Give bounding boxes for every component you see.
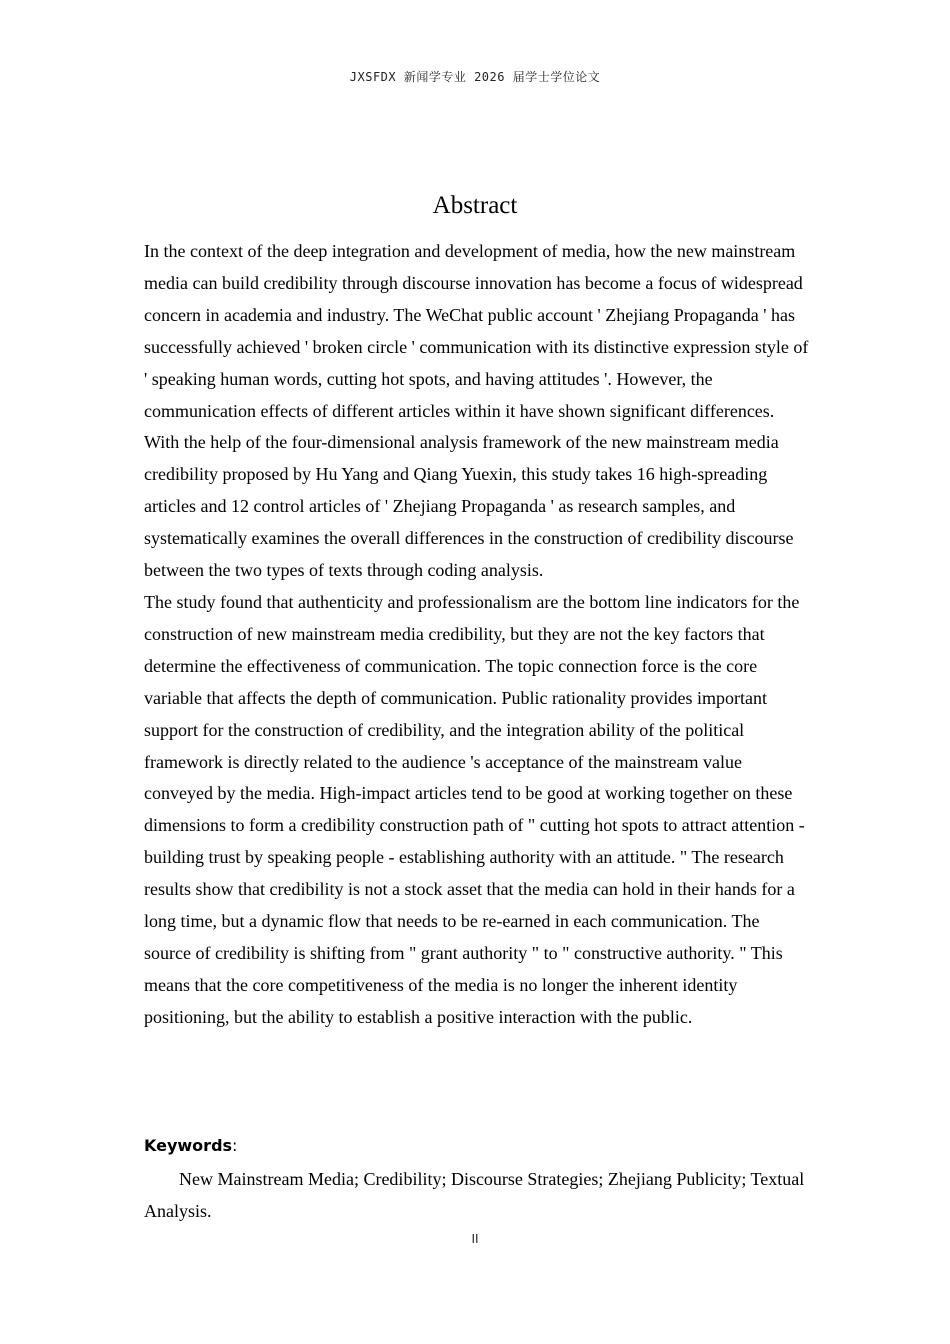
abstract-title: Abstract	[432, 192, 518, 219]
abstract-paragraph: In the context of the deep integration and development of media, how the new mainstream media can build credibility through discourse innovation has become a focus of widespread concern in academia and industry. The WeChat public account ' Zhejiang Propaganda ' has successfully achieved ' broken circle ' communication with its distinctive expression style of ' speaking human words, cutting hot spots, and having attitudes '. However, the communication effects of different articles within it have shown significant differences. With the help of the four-dimensional analysis framework of the new mainstream media credibility proposed by Hu Yang and Qiang Yuexin, this study takes 16 high-spreading articles and 12 control articles of ' Zhejiang Propaganda ' as research samples, and systematically examines the overall differences in the construction of credibility discourse between the two types of texts through coding analysis.	[144, 241, 809, 581]
keywords-label: Keywords	[144, 1136, 233, 1155]
keywords-list: New Mainstream Media; Credibility; Discourse Strategies; Zhejiang Publicity; Textual Analysis.	[144, 1169, 805, 1221]
page-number: II	[471, 1232, 479, 1246]
keywords-heading	[144, 1131, 809, 1161]
running-header: JXSFDX 新闻学专业 2026 届学士学位论文	[349, 70, 601, 84]
keywords-separator: :	[232, 1136, 238, 1155]
abstract-body	[144, 236, 809, 1034]
keywords-section	[144, 1131, 809, 1227]
abstract-paragraph: The study found that authenticity and professionalism are the bottom line indicators for the construction of new mainstream media credibility, but they are not the key factors that determine the effectiveness of communication. The topic connection force is the core variable that affects the depth of communication. Public rationality provides important support for the construction of credibility, and the integration ability of the political framework is directly related to the audience 's acceptance of the mainstream value conveyed by the media. High-impact articles tend to be good at working together on these dimensions to form a credibility construction path of " cutting hot spots to attract attention - building trust by speaking people - establishing authority with an attitude. " The research results show that credibility is not a stock asset that the media can hold in their hands for a long time, but a dynamic flow that needs to be re-earned in each communication. The source of credibility is shifting from " grant authority " to " constructive authority. " This means that the core competitiveness of the media is no longer the inherent identity positioning, but the ability to establish a positive interaction with the public.	[144, 591, 805, 1027]
